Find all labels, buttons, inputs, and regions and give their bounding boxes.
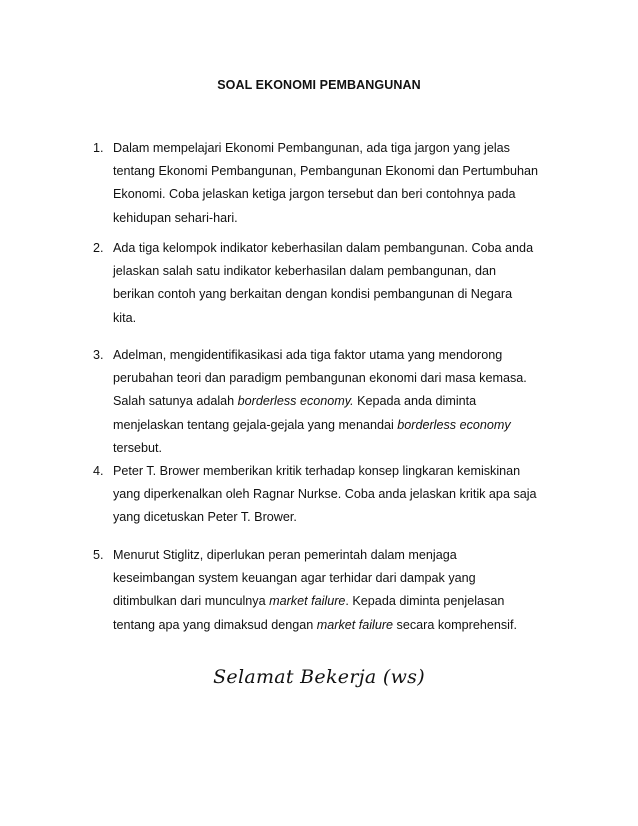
italic-term: borderless economy	[397, 417, 511, 432]
question-line	[93, 367, 573, 390]
question-line	[93, 390, 573, 413]
question-number: 5.	[93, 548, 104, 562]
question-line	[93, 260, 573, 283]
question-number: 3.	[93, 348, 104, 362]
text-run: Adelman, mengidentifikasikasi ada tiga faktor utama yang mendorong	[113, 348, 503, 362]
text-run: Menurut Stiglitz, diperlukan peran pemerintah dalam menjaga	[113, 548, 457, 562]
question-line	[93, 137, 573, 160]
text-run: keseimbangan system keuangan agar terhidar dari dampak yang	[113, 571, 476, 586]
question-text	[93, 544, 573, 637]
question-line	[93, 344, 573, 367]
question-line	[93, 460, 573, 483]
question-line	[93, 614, 573, 637]
question-line	[93, 544, 573, 567]
question-line	[93, 437, 573, 460]
text-run: tentang Ekonomi Pembangunan, Pembangunan Ekonomi dan Pertumbuhan	[113, 164, 538, 179]
text-run: Ada tiga kelompok indikator keberhasilan dalam pembangunan. Coba anda	[113, 241, 534, 255]
question-text	[93, 344, 573, 460]
text-run: kita.	[113, 310, 137, 325]
question-line	[93, 283, 573, 306]
text-run: tentang apa yang dimaksud dengan	[113, 617, 317, 632]
question-line	[93, 414, 573, 437]
text-run: Ekonomi. Coba jelaskan ketiga jargon tersebut dan beri contohnya pada	[113, 187, 516, 202]
text-run: Dalam mempelajari Ekonomi Pembangunan, ada tiga jargon yang jelas	[113, 141, 510, 155]
question-number: 4.	[93, 464, 104, 478]
italic-term: borderless economy.	[237, 394, 354, 409]
question-line	[93, 237, 573, 260]
text-run: perubahan teori dan paradigm pembangunan ekonomi dari masa kemasa.	[113, 371, 527, 386]
question-line	[93, 183, 573, 206]
question-line	[93, 207, 573, 230]
question-line	[93, 483, 573, 506]
text-run: . Kepada diminta penjelasan	[345, 594, 505, 609]
closing-signature: Selamat Bekerja (ws)	[213, 666, 425, 688]
question-text	[93, 237, 573, 330]
document-title: SOAL EKONOMI PEMBANGUNAN	[217, 78, 421, 92]
text-run: Peter T. Brower memberikan kritik terhadap konsep lingkaran kemiskinan	[113, 464, 521, 478]
question-number: 1.	[93, 141, 104, 155]
question-line	[93, 160, 573, 183]
italic-term: market failure	[269, 594, 346, 609]
question-5	[93, 544, 573, 637]
text-run: kehidupan sehari-hari.	[113, 210, 238, 225]
question-2	[93, 237, 573, 330]
question-1	[93, 137, 573, 230]
text-run: yang dicetuskan Peter T. Brower.	[113, 510, 297, 525]
text-run: Salah satunya adalah	[113, 394, 238, 409]
question-text	[93, 460, 573, 530]
italic-term: market failure	[316, 617, 394, 632]
text-run: Kepada anda diminta	[353, 394, 477, 409]
question-text	[93, 137, 573, 230]
text-run: menjelaskan tentang gejala-gejala yang menandai	[113, 417, 398, 432]
question-3	[93, 344, 573, 460]
question-line	[93, 307, 573, 330]
question-line	[93, 590, 573, 613]
text-run: yang diperkenalkan oleh Ragnar Nurkse. Coba anda jelaskan kritik apa saja	[113, 487, 537, 502]
text-run: berikan contoh yang berkaitan dengan kondisi pembangunan di Negara	[113, 287, 513, 302]
text-run: tersebut.	[113, 440, 163, 455]
question-line	[93, 567, 573, 590]
text-run: secara komprehensif.	[393, 617, 517, 632]
question-number: 2.	[93, 241, 104, 255]
text-run: ditimbulkan dari munculnya	[113, 594, 270, 609]
text-run: jelaskan salah satu indikator keberhasilan dalam pembangunan, dan	[113, 264, 496, 279]
question-line	[93, 506, 573, 529]
question-4	[93, 460, 573, 530]
